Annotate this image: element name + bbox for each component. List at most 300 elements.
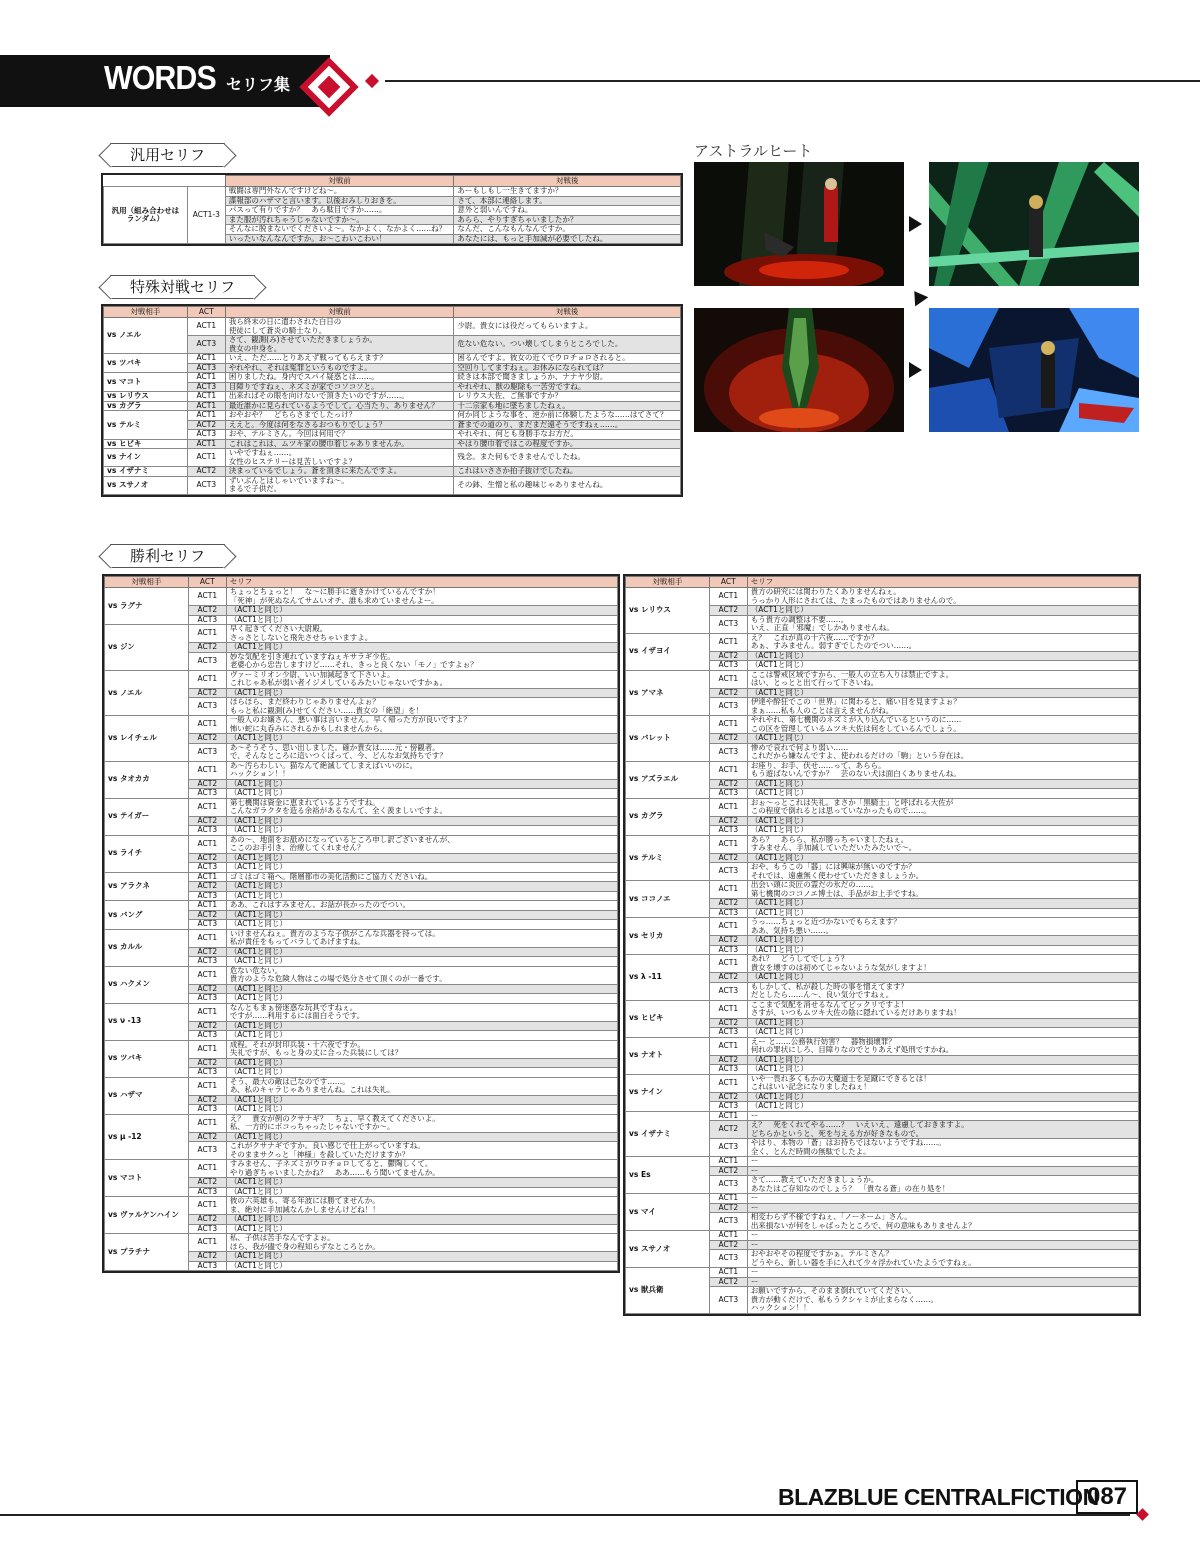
opponent-cell: vs ヒビキ (104, 439, 188, 449)
before-line-cell: パスって有りですか？ あら駄目ですか……。 (225, 206, 454, 216)
section-title-special: 特殊対戦セリフ (110, 275, 255, 299)
screenshot-3-image (694, 308, 904, 432)
screenshot-4-image (929, 308, 1139, 432)
act-cell: ACT1 (187, 392, 225, 402)
act-cell: ACT1 (709, 918, 747, 936)
victory-left-header-act: ACT (188, 577, 226, 588)
victory-line-cell: （ACT1と同じ） (747, 936, 1138, 946)
victory-line-cell: 相変わらず不様ですねぇ、「ノーネーム」さん。 出来損ないが何をしゃばったところで、何の意味もありませんよ？ (747, 1213, 1138, 1231)
opponent-cell: vs Es (626, 1157, 710, 1194)
before-line-cell: 困りましたね。身内でスパイ疑惑とは……。 (225, 373, 454, 383)
victory-line-cell: （ACT1と同じ） (747, 973, 1138, 983)
act-cell: ACT2 (188, 984, 226, 994)
act-cell: ACT3 (188, 1068, 226, 1078)
opponent-cell: vs ナイン (626, 1074, 710, 1111)
act-cell: ACT1-3 (187, 187, 225, 244)
before-line-cell: おや、テルミさん。今回は何用で？ (225, 430, 454, 440)
victory-line-cell: （ACT1と同じ） (226, 853, 617, 863)
victory-line-cell: （ACT1と同じ） (226, 1187, 617, 1197)
act-cell: ACT1 (187, 411, 225, 421)
act-cell: ACT3 (709, 743, 747, 761)
special-header-opponent: 対戦相手 (104, 307, 188, 318)
act-cell: ACT2 (709, 779, 747, 789)
act-cell: ACT3 (188, 615, 226, 625)
table-row (626, 1000, 1139, 1018)
victory-line-cell: え？ 貴女が例のクサナギ？ ちょ、早く教えてくださいよ。 私、一方的にボコっちゃったじゃないですか〜。 (226, 1114, 617, 1132)
act-cell: ACT1 (188, 872, 226, 882)
act-cell: ACT3 (709, 1176, 747, 1194)
page-number: 087 (1076, 1480, 1138, 1514)
after-line-cell: 困るんですよ。彼女の近くでウロチョロされると。 (454, 354, 681, 364)
table-row (105, 835, 618, 853)
table-row (104, 354, 681, 364)
opponent-cell: vs ノエル (105, 670, 189, 716)
victory-line-cell: （ACT1と同じ） (747, 688, 1138, 698)
act-cell: ACT1 (709, 881, 747, 899)
table-row (104, 411, 681, 421)
opponent-cell: vs イザナミ (626, 1111, 710, 1157)
table-row (104, 420, 681, 430)
before-line-cell: いえ、ただ……とりあえず戦ってもらえます？ (225, 354, 454, 364)
act-cell: ACT3 (188, 743, 226, 761)
victory-left-header-opponent: 対戦相手 (105, 577, 189, 588)
act-cell: ACT3 (709, 1250, 747, 1268)
before-line-cell: これはこれは、ムツキ家の腰巾着じゃありませんか。 (225, 439, 454, 449)
victory-line-cell: 貴方の研究には関わりたくありませんねぇ。 うっかり人形にされては、たまったものではありませんので。 (747, 588, 1138, 606)
opponent-cell: vs プラチナ (105, 1234, 189, 1271)
victory-line-cell: もう貴方の調整は不要……。 いえ、正直「邪魔」でしかありませんね。 (747, 615, 1138, 633)
victory-line-cell: （ACT1と同じ） (226, 734, 617, 744)
table-row (104, 318, 681, 336)
act-cell: ACT3 (188, 920, 226, 930)
screenshot-4 (929, 308, 1139, 432)
table-row (626, 835, 1139, 853)
act-cell: ACT1 (188, 1040, 226, 1058)
victory-line-cell: （ACT1と同じ） (226, 615, 617, 625)
act-cell: ACT3 (187, 382, 225, 392)
victory-right-header-opponent: 対戦相手 (626, 577, 710, 588)
act-cell: ACT3 (187, 336, 225, 354)
opponent-cell: 汎用（組み合わせは ランダム） (104, 187, 188, 244)
victory-line-cell: （ACT1と同じ） (747, 661, 1138, 671)
victory-line-cell: （ACT1と同じ） (226, 1031, 617, 1041)
table-row (626, 670, 1139, 688)
victory-line-cell: （ACT1と同じ） (226, 1261, 617, 1271)
footer-title: BLAZBLUE CENTRALFICTION (778, 1484, 1099, 1510)
act-cell: ACT2 (709, 1121, 747, 1139)
victory-line-cell: 成程。それが封印兵装・十六夜ですか。 失礼ですが、もっと身の丈に合った兵装にしては？ (226, 1040, 617, 1058)
victory-line-cell: （ACT1と同じ） (226, 1252, 617, 1262)
act-cell: ACT3 (188, 826, 226, 836)
act-cell: ACT2 (188, 1132, 226, 1142)
act-cell: ACT2 (188, 1058, 226, 1068)
victory-line-cell: （ACT1と同じ） (226, 920, 617, 930)
act-cell: ACT1 (709, 1037, 747, 1055)
victory-line-cell: 惨めで哀れで何より弱い…… これだから嫌なんですよ、使われるだけの「駒」という存在は。 (747, 743, 1138, 761)
victory-line-cell: （ACT1と同じ） (747, 1102, 1138, 1112)
table-row (105, 901, 618, 911)
table-row (104, 439, 681, 449)
victory-line-cell: ー (747, 1231, 1138, 1241)
act-cell: ACT3 (709, 661, 747, 671)
before-line-cell: おやおや？ どちらさまでしたっけ？ (225, 411, 454, 421)
after-line-cell: なんだ、こんなもんなんですか。 (454, 225, 681, 235)
general-header-blank1 (104, 176, 188, 187)
act-cell: ACT3 (709, 615, 747, 633)
before-line-cell: やれやれ、それは冤罪というものですよ。 (225, 363, 454, 373)
table-row (626, 761, 1139, 779)
opponent-cell: vs マコト (104, 373, 188, 392)
victory-line-cell: 第七機関は資金に恵まれているようですね。 こんなガラクタを造る余裕があるなんて、全く羨ましいですよ。 (226, 798, 617, 816)
act-cell: ACT2 (188, 606, 226, 616)
victory-line-cell: （ACT1と同じ） (747, 1028, 1138, 1038)
opponent-cell: vs テイガー (105, 798, 189, 835)
victory-line-cell: あ〜汚らわしい。猫なんて絶滅してしまえばいいのに。 ハックション！！ (226, 761, 617, 779)
table-row (104, 373, 681, 383)
victory-line-cell: うっ……ちょっと近づかないでもらえます？ ああ、気持ち悪い……。 (747, 918, 1138, 936)
victory-line-cell: （ACT1と同じ） (226, 816, 617, 826)
act-cell: ACT1 (709, 1231, 747, 1241)
victory-line-cell: （ACT1と同じ） (226, 1132, 617, 1142)
after-line-cell: 蒼までの道のり、まだまだ遠そうですねぇ……。 (454, 420, 681, 430)
act-cell: ACT1 (709, 670, 747, 688)
after-line-cell: あらら、やりすぎちゃいましたか？ (454, 215, 681, 225)
victory-line-cell: ー (747, 1240, 1138, 1250)
table-row (105, 966, 618, 984)
act-cell: ACT1 (709, 1000, 747, 1018)
table-row (104, 187, 681, 197)
after-line-cell: 続きは本部で聞きましょうか、ナナヤ少尉。 (454, 373, 681, 383)
victory-line-cell: 危ない危ない。 貴方のような危険人物はこの場で処分させて頂くのが一番です。 (226, 966, 617, 984)
table-row (104, 392, 681, 402)
victory-line-cell: （ACT1と同じ） (747, 816, 1138, 826)
victory-line-cell: （ACT1と同じ） (226, 957, 617, 967)
special-table (103, 306, 681, 495)
opponent-cell: vs テルミ (104, 411, 188, 440)
footer-rule (0, 1514, 1130, 1516)
act-cell: ACT3 (709, 1213, 747, 1231)
act-cell: ACT1 (709, 1157, 747, 1167)
before-line-cell: 戦闘は専門外なんですけどね〜。 (225, 187, 454, 197)
victory-line-cell: （ACT1と同じ） (226, 891, 617, 901)
table-row (105, 929, 618, 947)
act-cell: ACT2 (709, 853, 747, 863)
act-cell: ACT3 (188, 1187, 226, 1197)
opponent-cell: vs カグラ (626, 798, 710, 835)
victory-line-cell: おやおやその程度ですかぁ。テルミさん？ どうやら、新しい器を手に入れて少々浮かれていたようですねぇ。 (747, 1250, 1138, 1268)
general-header-blank2 (187, 176, 225, 187)
act-cell: ACT3 (709, 1102, 747, 1112)
victory-line-cell: （ACT1と同じ） (747, 1092, 1138, 1102)
before-line-cell: いったいなんなんですか。お〜こわいこわい！ (225, 234, 454, 244)
before-line-cell: 目障りですねぇ、ネズミが家でコソコソと。 (225, 382, 454, 392)
opponent-cell: vs ツバキ (105, 1040, 189, 1077)
after-line-cell: 何か同じような事を、逆か前に体験したような……はてさて？ (454, 411, 681, 421)
act-cell: ACT1 (188, 1003, 226, 1021)
table-row (105, 588, 618, 606)
act-cell: ACT1 (188, 798, 226, 816)
victory-line-cell: （ACT1と同じ） (226, 863, 617, 873)
victory-line-cell: これがクサナギですか。良い感じで仕上がっていますね。 そのままサクっと「神様」を殺していただけますか？ (226, 1142, 617, 1160)
special-header-before: 対戦前 (225, 307, 454, 318)
footer-diamond-icon (1136, 1508, 1149, 1521)
victory-line-cell: （ACT1と同じ） (226, 984, 617, 994)
victory-line-cell: （ACT1と同じ） (226, 1105, 617, 1115)
act-cell: ACT1 (188, 966, 226, 984)
act-cell: ACT3 (188, 1105, 226, 1115)
victory-line-cell: （ACT1と同じ） (226, 789, 617, 799)
act-cell: ACT2 (188, 947, 226, 957)
victory-line-cell: ヴァーミリオン少尉、いい加減起きて下さいよ。 これじゃあ私が弱い者イジメしているみたいじゃないですかぁ。 (226, 670, 617, 688)
table-row (105, 1040, 618, 1058)
victory-line-cell: 私、子供は苦手なんですよぉ。 ほら、我が儘で身の程知らずなところとか。 (226, 1234, 617, 1252)
victory-line-cell: （ACT1と同じ） (226, 1178, 617, 1188)
victory-line-cell: （ACT1と同じ） (747, 853, 1138, 863)
victory-line-cell: ゴミはゴミ箱へ。階層都市の美化活動にご協力くださいね。 (226, 872, 617, 882)
victory-line-cell: （ACT1と同じ） (747, 734, 1138, 744)
victory-line-cell: すみません、子ネズミがウロチョロしてると、鬱陶しくて。 やり過ぎちゃいましたかね？ ああ……もう聞いてませんか。 (226, 1160, 617, 1178)
victory-line-cell: （ACT1と同じ） (226, 1068, 617, 1078)
victory-line-cell: （ACT1と同じ） (747, 945, 1138, 955)
arrow-diagonal-icon (908, 287, 929, 307)
victory-line-cell: （ACT1と同じ） (747, 899, 1138, 909)
general-table (103, 175, 681, 244)
victory-line-cell: え？ これが真の十六夜……ですか？ あぁ、すみません。弱すぎでしたのでつい……。 (747, 633, 1138, 651)
header-rule (385, 80, 1200, 82)
act-cell: ACT3 (709, 789, 747, 799)
opponent-cell: vs ナイン (104, 449, 188, 467)
act-cell: ACT3 (709, 1028, 747, 1038)
opponent-cell: vs バレット (626, 716, 710, 762)
opponent-cell: vs アラクネ (105, 872, 189, 901)
act-cell: ACT3 (709, 863, 747, 881)
act-cell: ACT2 (709, 1018, 747, 1028)
victory-line-cell: いけませんねぇ。貴方のような子供がこんな兵器を持っては。 私が責任をもってバラしてあげますね。 (226, 929, 617, 947)
act-cell: ACT1 (187, 401, 225, 411)
victory-line-cell: やれやれ、第七機関のネズミが入り込んでいるというのに…… この区を管理しているムツキ大佐は何をしているんでしょう。 (747, 716, 1138, 734)
after-line-cell: レリウス大佐、ご無事ですか？ (454, 392, 681, 402)
act-cell: ACT1 (709, 1268, 747, 1278)
act-cell: ACT2 (188, 1178, 226, 1188)
victory-table-right (625, 576, 1139, 1314)
victory-line-cell: 伊達や酔狂でこの「世界」に関わると、痛い目を見ますよぉ？ まぁ……私も人のことは言えませんがね。 (747, 698, 1138, 716)
victory-line-cell: なんともまぁ傍迷惑な玩具ですねぇ。 ですが……利用するには面白そうです。 (226, 1003, 617, 1021)
victory-line-cell: （ACT1と同じ） (226, 643, 617, 653)
table-row (104, 467, 681, 477)
victory-line-cell: ここまで気配を消せるなんてビックリですよ！ さすが、いつもムツキ大佐の陰に隠れているだけありますね！ (747, 1000, 1138, 1018)
act-cell: ACT2 (188, 816, 226, 826)
victory-line-cell: （ACT1と同じ） (747, 826, 1138, 836)
opponent-cell: vs タオカカ (105, 761, 189, 798)
after-line-cell: 危ない危ない。つい壊してしまうところでした。 (454, 336, 681, 354)
opponent-cell: vs バング (105, 901, 189, 930)
act-cell: ACT1 (709, 1194, 747, 1204)
after-line-cell: あなたには、もっと手加減が必要でしたね。 (454, 234, 681, 244)
victory-right-header-act: ACT (709, 577, 747, 588)
victory-line-cell: 彼の六英雄も、寄る年波には勝てませんか。 ま、絶対に手加減なんかしませんけどね！！ (226, 1197, 617, 1215)
after-line-cell: やれやれ、何とも身勝手なお方だ。 (454, 430, 681, 440)
opponent-cell: vs マイ (626, 1194, 710, 1231)
before-line-cell: また服が汚れちゃうじゃないですか〜。 (225, 215, 454, 225)
after-line-cell: 残念。また何もできませんでしたね。 (454, 449, 681, 467)
victory-line-cell: （ACT1と同じ） (747, 1018, 1138, 1028)
victory-line-cell: あら？ あらら、私が勝っちゃいましたねぇ。 すみません、手加減していただいたみたいで〜。 (747, 835, 1138, 853)
act-cell: ACT1 (709, 1074, 747, 1092)
act-cell: ACT3 (188, 994, 226, 1004)
act-cell: ACT3 (188, 1224, 226, 1234)
table-row (105, 761, 618, 779)
act-cell: ACT3 (709, 1287, 747, 1314)
act-cell: ACT2 (188, 643, 226, 653)
before-line-cell: 最近誰かに見られているようでして。心当たり、ありません？ (225, 401, 454, 411)
act-cell: ACT2 (709, 1092, 747, 1102)
victory-line-cell: いや一畏れ多くもかの大魔道士を足蹴にできるとは！ これはいい記念になりましたねぇ！ (747, 1074, 1138, 1092)
opponent-cell: vs ラグナ (105, 588, 189, 625)
victory-line-cell: ー (747, 1277, 1138, 1287)
act-cell: ACT1 (709, 716, 747, 734)
act-cell: ACT2 (709, 606, 747, 616)
victory-line-cell: ちょっとちょっと！ な〜に勝手に逝きかけているんですか！ 「死神」が死ぬなんてサムいオチ、誰も求めていませんよー。 (226, 588, 617, 606)
section-title-victory: 勝利セリフ (110, 544, 225, 568)
table-row (104, 430, 681, 440)
section-title-general: 汎用セリフ (110, 143, 225, 167)
table-row (105, 872, 618, 882)
act-cell: ACT1 (188, 901, 226, 911)
act-cell: ACT1 (188, 929, 226, 947)
victory-table-left (104, 576, 618, 1271)
before-line-cell: ええと。今度は何をなさるおつもりでしょう？ (225, 420, 454, 430)
special-header-act: ACT (187, 307, 225, 318)
act-cell: ACT1 (188, 1114, 226, 1132)
act-cell: ACT1 (187, 354, 225, 364)
act-cell: ACT2 (709, 1277, 747, 1287)
opponent-cell: vs レリウス (626, 588, 710, 634)
victory-line-cell: （ACT1と同じ） (226, 779, 617, 789)
header-banner (0, 55, 330, 107)
victory-line-cell: （ACT1と同じ） (226, 1095, 617, 1105)
victory-line-cell: ー (747, 1268, 1138, 1278)
act-cell: ACT2 (188, 734, 226, 744)
victory-line-cell: そう、最大の敵は己なのです……。 あ、私のキャラじゃありませんね。これは失礼。 (226, 1077, 617, 1095)
victory-line-cell: あれ？ どうしてでしょう？ 貴女を壊すのは初めてじゃないような気がしますよ！ (747, 955, 1138, 973)
header-title: WORDS (104, 59, 216, 96)
act-cell: ACT3 (188, 957, 226, 967)
table-row (104, 336, 681, 354)
after-line-cell: 十二宗家も地に墜ちましたねぇ。 (454, 401, 681, 411)
act-cell: ACT3 (188, 891, 226, 901)
act-cell: ACT1 (709, 633, 747, 651)
act-cell: ACT2 (187, 467, 225, 477)
table-row (626, 1268, 1139, 1278)
act-cell: ACT2 (709, 899, 747, 909)
opponent-cell: vs スサノオ (626, 1231, 710, 1268)
victory-line-cell: あ〜そうそう、思い出しました。確か貴女は……元・傍観者。 で、そんなところに這いつくばって、今、どんなお気持ちです？ (226, 743, 617, 761)
table-row (626, 588, 1139, 606)
act-cell: ACT1 (187, 449, 225, 467)
act-cell: ACT1 (188, 625, 226, 643)
opponent-cell: vs レイチェル (105, 716, 189, 762)
victory-line-cell: やはり、本物の「蒼」はお持ちではないようですね……。 全く、とんだ時間の無駄でしたよ。 (747, 1139, 1138, 1157)
act-cell: ACT2 (709, 1055, 747, 1065)
victory-line-cell: （ACT1と同じ） (226, 882, 617, 892)
act-cell: ACT3 (188, 1031, 226, 1041)
act-cell: ACT3 (188, 652, 226, 670)
table-row (626, 798, 1139, 816)
act-cell: ACT3 (187, 476, 225, 494)
victory-line-cell: おや、もうこの「器」には興味が無いのですか？ それでは、遠慮無く使わせていただきましょうか。 (747, 863, 1138, 881)
victory-line-cell: ー (747, 1194, 1138, 1204)
after-line-cell: 少尉。貴女には役だってもらいますよ。 (454, 318, 681, 336)
victory-line-cell: （ACT1と同じ） (226, 826, 617, 836)
opponent-cell: vs ハクメン (105, 966, 189, 1003)
table-row (105, 670, 618, 688)
act-cell: ACT2 (709, 651, 747, 661)
before-line-cell: 出来ればその眼を向けないで頂きたいのですが……。 (225, 392, 454, 402)
victory-line-cell: ー (747, 1111, 1138, 1121)
victory-line-cell: おぉ〜っとこれは失礼。まさか「黒騎士」と呼ばれる大佐が この程度で倒れるとは思っていなかったもので……。 (747, 798, 1138, 816)
table-row (105, 1234, 618, 1252)
act-cell: ACT2 (188, 882, 226, 892)
table-row (626, 716, 1139, 734)
arrow-right-icon (909, 362, 922, 378)
opponent-cell: vs セリカ (626, 918, 710, 955)
act-cell: ACT3 (188, 1261, 226, 1271)
act-cell: ACT1 (188, 761, 226, 779)
opponent-cell: vs イザナミ (104, 467, 188, 477)
opponent-cell: vs ツバキ (104, 354, 188, 373)
act-cell: ACT3 (187, 430, 225, 440)
opponent-cell: vs テルミ (626, 835, 710, 881)
opponent-cell: vs ライチ (105, 835, 189, 872)
act-cell: ACT3 (188, 789, 226, 799)
table-row (105, 1077, 618, 1095)
table-row (104, 476, 681, 494)
table-row (104, 449, 681, 467)
act-cell: ACT1 (709, 955, 747, 973)
table-row (105, 1197, 618, 1215)
victory-line-cell: （ACT1と同じ） (226, 994, 617, 1004)
opponent-cell: vs ν -13 (105, 1003, 189, 1040)
opponent-cell: vs ヴァルケンハイン (105, 1197, 189, 1234)
act-cell: ACT1 (187, 439, 225, 449)
opponent-cell: vs カグラ (104, 401, 188, 411)
opponent-cell: vs イザヨイ (626, 633, 710, 670)
victory-line-cell: （ACT1と同じ） (747, 908, 1138, 918)
opponent-cell: vs ノエル (104, 318, 188, 354)
victory-line-cell: あの〜、地面をお舐めになっているところ申し訳ございませんが、 ここのお手引き、治療してくれません？ (226, 835, 617, 853)
act-cell: ACT1 (188, 716, 226, 734)
opponent-cell: vs ココノエ (626, 881, 710, 918)
victory-line-cell: （ACT1と同じ） (226, 606, 617, 616)
table-row (105, 625, 618, 643)
after-line-cell: 空回りしてますねぇ。お休みになられては？ (454, 363, 681, 373)
screenshot-2 (929, 162, 1139, 286)
arrow-right-icon (909, 216, 922, 232)
victory-line-cell: （ACT1と同じ） (226, 1058, 617, 1068)
opponent-cell: vs アマネ (626, 670, 710, 716)
victory-line-cell: （ACT1と同じ） (226, 947, 617, 957)
act-cell: ACT1 (709, 761, 747, 779)
act-cell: ACT3 (709, 945, 747, 955)
general-header-before: 対戦前 (225, 176, 454, 187)
opponent-cell: vs μ -12 (105, 1114, 189, 1160)
act-cell: ACT3 (188, 698, 226, 716)
act-cell: ACT3 (188, 1142, 226, 1160)
after-line-cell: これはいささか拍子抜けでしたね。 (454, 467, 681, 477)
victory-line-cell: ー (747, 1166, 1138, 1176)
general-header-after: 対戦後 (454, 176, 681, 187)
victory-line-cell: え？ 死をくれてやる……？ いえいえ、遠慮しておきますよ。 どちらかというと、死を与える方が好きなもので。 (747, 1121, 1138, 1139)
